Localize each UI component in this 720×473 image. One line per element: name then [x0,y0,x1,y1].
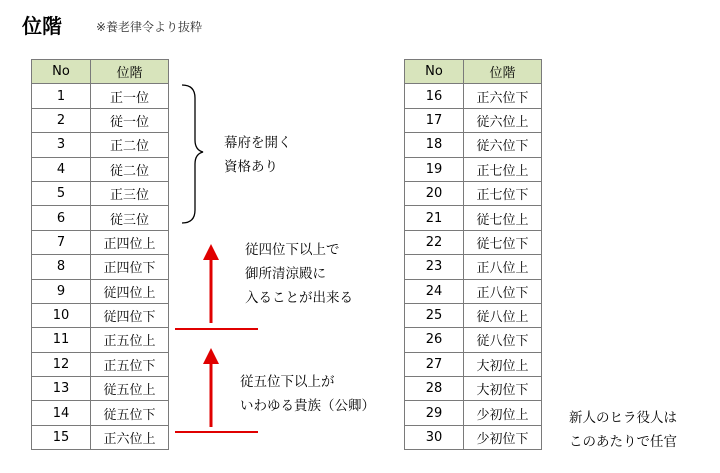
cell-rank: 正五位下 [91,352,169,376]
cell-rank: 正七位上 [464,157,542,181]
cell-rank: 正三位 [91,181,169,205]
cell-rank: 従八位下 [464,328,542,352]
cell-no: 21 [405,206,464,230]
cell-rank: 従八位上 [464,303,542,327]
cell-rank: 従六位下 [464,133,542,157]
source-note: ※養老律令より抜粋 [96,20,203,34]
cell-no: 3 [32,133,91,157]
arrow-up-icon [203,348,219,364]
cell-rank: 従七位下 [464,230,542,254]
cell-rank: 正八位下 [464,279,542,303]
cell-no: 9 [32,279,91,303]
cell-rank: 正四位下 [91,255,169,279]
cell-rank: 正七位下 [464,181,542,205]
cell-rank: 正一位 [91,84,169,108]
annotation-shogunate: 幕府を開く 資格あり [224,135,292,175]
cell-no: 24 [405,279,464,303]
cell-rank: 従四位上 [91,279,169,303]
cell-rank: 従五位下 [91,401,169,425]
cell-no: 13 [32,377,91,401]
cell-no: 30 [405,425,464,449]
cell-no: 28 [405,377,464,401]
cell-rank: 少初位上 [464,401,542,425]
cell-no: 25 [405,303,464,327]
cell-no: 11 [32,328,91,352]
cell-no: 5 [32,181,91,205]
cell-no: 7 [32,230,91,254]
cell-no: 6 [32,206,91,230]
arrow-up-icon [203,244,219,260]
cell-rank: 正六位上 [91,425,169,449]
cell-no: 1 [32,84,91,108]
cell-no: 2 [32,108,91,132]
annotation-newcomer: 新人のヒラ役人は このあたりで任官 [569,410,677,450]
cell-rank: 従七位上 [464,206,542,230]
cell-no: 22 [405,230,464,254]
header-rank: 位階 [464,60,542,84]
header-rank: 位階 [91,60,169,84]
cell-rank: 従四位下 [91,303,169,327]
cell-no: 23 [405,255,464,279]
header-no: No [405,60,464,84]
cell-rank: 従五位上 [91,377,169,401]
cell-rank: 正四位上 [91,230,169,254]
cell-rank: 大初位上 [464,352,542,376]
annotation-nobility: 従五位下以上が いわゆる貴族（公卿） [240,374,375,414]
page-title: 位階 [22,14,62,38]
cell-rank: 従六位上 [464,108,542,132]
curly-brace [182,85,203,223]
cell-rank: 従二位 [91,157,169,181]
annotation-palace: 従四位下以上で 御所清涼殿に 入ることが出来る [245,242,353,306]
cell-no: 29 [405,401,464,425]
cell-no: 12 [32,352,91,376]
cell-no: 20 [405,181,464,205]
cell-rank: 大初位下 [464,377,542,401]
cell-no: 8 [32,255,91,279]
cell-rank: 正二位 [91,133,169,157]
cell-no: 10 [32,303,91,327]
cell-rank: 正八位上 [464,255,542,279]
cell-no: 17 [405,108,464,132]
cell-rank: 従三位 [91,206,169,230]
cell-rank: 少初位下 [464,425,542,449]
cell-no: 14 [32,401,91,425]
header-no: No [32,60,91,84]
cell-no: 15 [32,425,91,449]
cell-no: 16 [405,84,464,108]
cell-rank: 従一位 [91,108,169,132]
cell-no: 4 [32,157,91,181]
cell-rank: 正五位上 [91,328,169,352]
cell-no: 19 [405,157,464,181]
cell-rank: 正六位下 [464,84,542,108]
cell-no: 18 [405,133,464,157]
cell-no: 27 [405,352,464,376]
cell-no: 26 [405,328,464,352]
